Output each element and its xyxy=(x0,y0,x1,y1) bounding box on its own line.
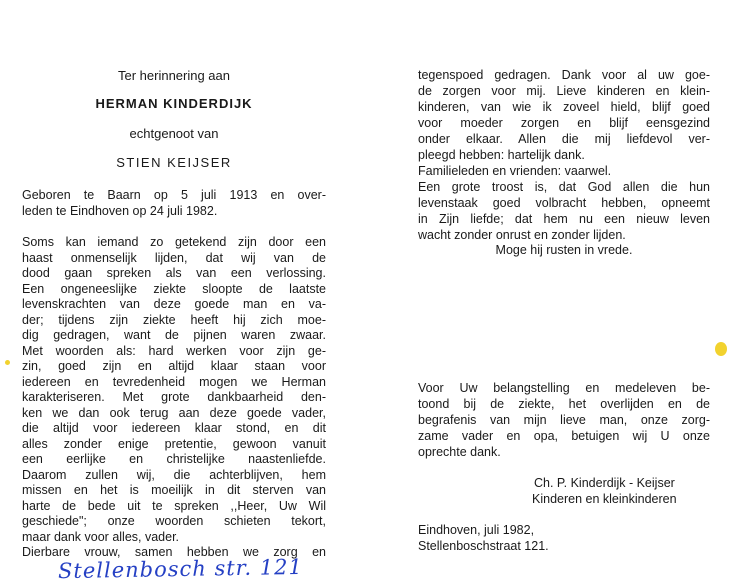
spouse-name: STIEN KEIJSER xyxy=(116,155,232,170)
closing-line: Moge hij rusten in vrede. xyxy=(495,243,633,257)
signature-family: Kinderen en kleinkinderen xyxy=(532,492,677,506)
body-line: pleegd hebben: hartelijk dank. xyxy=(418,148,585,162)
body-line: levenstaak goed volbracht hebben, opneemt xyxy=(418,196,710,210)
stain-mark xyxy=(715,342,727,356)
body-line: Soms kan iemand zo getekend zijn door een xyxy=(22,235,326,249)
deceased-name: HERMAN KINDERDIJK xyxy=(95,96,253,111)
body-line: voor moeder zorgen en blijf eensgezind xyxy=(418,116,710,130)
body-line: Met woorden als: hard werken voor zijn ge- xyxy=(22,343,326,358)
handwritten-address: Stellenbosch str. 121 xyxy=(57,554,304,584)
body-line: alles zonder enige pretentie, gewoon vanuit xyxy=(22,436,326,451)
stain-mark xyxy=(5,360,10,365)
body-line: missen en het is moeilijk in dit sterven van xyxy=(22,483,326,497)
thanks-line: toond bij de ziekte, het overlijden en de xyxy=(418,397,710,411)
address: Stellenboschstraat 121. xyxy=(418,539,549,553)
body-line: wacht zonder onrust en zonder lijden. xyxy=(418,228,626,242)
thanks-line: Voor Uw belangstelling en medeleven be- xyxy=(418,381,710,395)
body-line: zin, goed zijn en altijd klaar staan voor xyxy=(22,359,326,373)
body-line-last: Dierbare vrouw, samen hebben we zorg en xyxy=(22,545,326,559)
body-line: dig gedragen, want de pijnen waren zwaar. xyxy=(22,328,326,342)
body-line: levenskrachten van deze goede man en va- xyxy=(22,297,326,311)
body-line: de zorgen voor mij. Lieve kinderen en klein- xyxy=(418,84,710,98)
spouse-label: echtgenoot van xyxy=(129,126,219,141)
body-line: dood gaan spreken als van een verlossing. xyxy=(22,266,326,280)
body-line: tegenspoed gedragen. Dank voor al uw goe- xyxy=(418,68,710,82)
thanks-line: zame vader en opa, betuigen wij U onze xyxy=(418,429,710,443)
body-line: iedereen en tevredenheid mogen we Herman xyxy=(22,374,326,389)
intro-text: Ter herinnering aan xyxy=(117,68,231,83)
birth-line: leden te Eindhoven op 24 juli 1982. xyxy=(22,204,218,218)
body-line: haast onmenselijk lijden, dat wij van de xyxy=(22,250,326,265)
body-line: der; tijdens zijn ziekte heeft hij zich moe- xyxy=(22,312,326,327)
body-line: Een grote troost is, dat God allen die hun xyxy=(418,180,710,194)
signature-name: Ch. P. Kinderdijk - Keijser xyxy=(534,476,675,490)
body-line: karakteriseren. Met grote dankbaarheid den- xyxy=(22,390,326,404)
body-line: Familieleden en vrienden: vaarwel. xyxy=(418,164,612,178)
thanks-line: begrafenis van mijn lieve man, onze zorg- xyxy=(418,413,710,427)
body-line: in Zijn liefde; dat hem nu een nieuw leven xyxy=(418,212,710,226)
body-line: die altijd voor iedereen klaar stond, en dit xyxy=(22,421,326,435)
body-line: kinderen, van wie ik zoveel hield, blijf goed xyxy=(418,100,710,114)
body-line: ken we dan ook terug aan deze goede vader, xyxy=(22,405,326,420)
body-line: maar dank voor alles, vader. xyxy=(22,529,180,544)
thanks-line: oprechte dank. xyxy=(418,445,501,459)
body-line: Daarom zullen wij, die achterblijven, hem xyxy=(22,467,326,482)
place-date: Eindhoven, juli 1982, xyxy=(418,523,535,537)
body-line: geschiede"; onze woorden schieten tekort, xyxy=(22,514,326,528)
body-line: onder elkaar. Allen die mij liefdevol ver- xyxy=(418,132,710,146)
birth-line: Geboren te Baarn op 5 juli 1913 en over- xyxy=(22,188,326,202)
body-line: harte de bede uit te spreken ,,Heer, Uw Wil xyxy=(22,498,326,513)
body-line: Een ongeneeslijke ziekte sloopte de laatste xyxy=(22,281,326,296)
body-line: een eerlijke en christelijke naastenliefde. xyxy=(22,452,326,466)
